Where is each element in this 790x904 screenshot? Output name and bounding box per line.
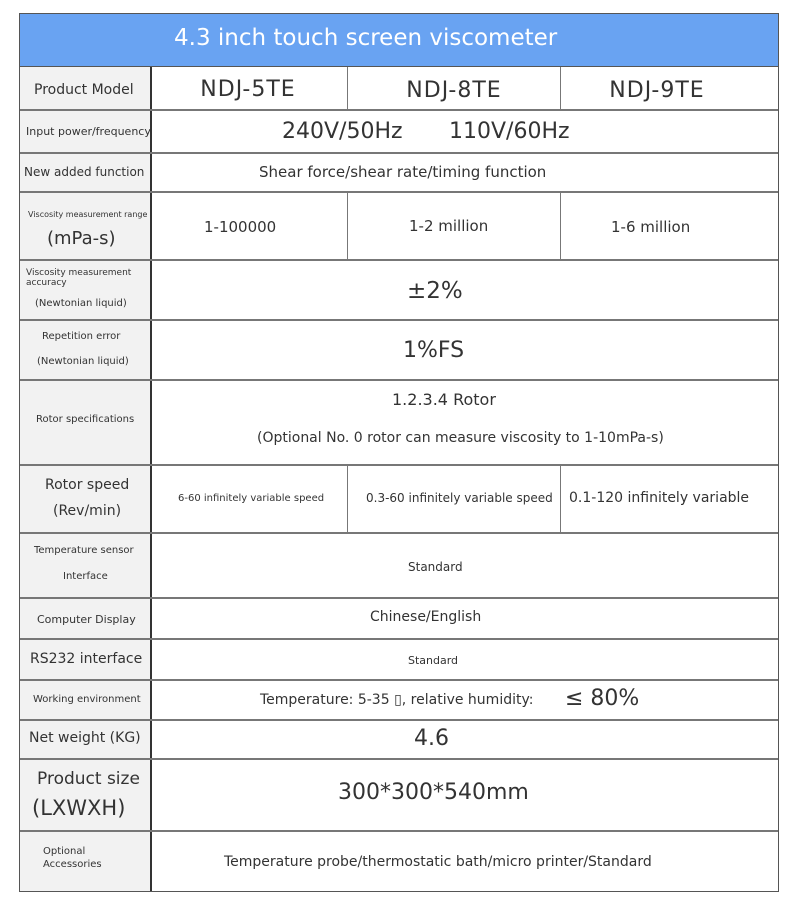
value-product-size: 300*300*540mm — [338, 780, 529, 805]
label-temp-sensor: Temperature sensor — [34, 545, 134, 556]
row-divider — [20, 532, 778, 534]
row-divider — [20, 319, 778, 321]
value-temp-sensor: Standard — [408, 560, 463, 574]
label-rev-min: (Rev/min) — [53, 503, 122, 519]
row-divider — [20, 379, 778, 381]
range-ndj-9te: 1-6 million — [611, 218, 691, 236]
row-divider — [20, 259, 778, 261]
divider — [560, 465, 561, 533]
row-divider — [20, 758, 778, 760]
table-title: 4.3 inch touch screen viscometer — [174, 25, 558, 51]
model-ndj-8te: NDJ-8TE — [406, 78, 502, 103]
label-interface: Interface — [63, 571, 108, 582]
value-display: Chinese/English — [370, 609, 482, 625]
label-rotor-speed: Rotor speed — [45, 477, 130, 493]
value-rs232: Standard — [408, 654, 459, 667]
value-env-humidity: ≤ 80% — [565, 686, 640, 711]
row-divider — [20, 830, 778, 832]
row-divider — [20, 679, 778, 681]
value-rotor: 1.2.3.4 Rotor — [392, 390, 496, 409]
label-product-size: Product size — [37, 769, 140, 789]
divider — [347, 192, 348, 260]
power-240v: 240V/50Hz — [282, 119, 403, 144]
label-accessories: Accessories — [43, 859, 102, 870]
row-divider — [20, 191, 778, 193]
divider — [560, 192, 561, 260]
speed-ndj-5te: 6-60 infinitely variable speed — [178, 493, 325, 504]
value-accessories: Temperature probe/thermostatic bath/micro printer/Standard — [224, 854, 652, 870]
value-repetition: 1%FS — [403, 338, 465, 363]
value-accuracy: ±2% — [407, 278, 463, 304]
divider — [347, 465, 348, 533]
label-new-function: New added function — [24, 165, 145, 179]
label-optional: Optional — [43, 846, 86, 857]
spec-table — [19, 13, 779, 892]
power-110v: 110V/60Hz — [449, 119, 570, 144]
label-lxwxh: (LXWXH) — [32, 796, 126, 820]
value-env-temp: Temperature: 5-35 ▯, relative humidity: — [260, 692, 534, 708]
label-working-env: Working environment — [33, 694, 141, 705]
label-net-weight: Net weight (KG) — [29, 730, 141, 746]
row-divider — [20, 597, 778, 599]
value-new-function: Shear force/shear rate/timing function — [259, 163, 547, 181]
title-bar — [20, 14, 778, 67]
label-repetition: Repetition error — [42, 331, 121, 342]
value-rotor-optional: (Optional No. 0 rotor can measure viscosity to 1-10mPa-s) — [257, 430, 664, 446]
label-newtonian: (Newtonian liquid) — [35, 298, 127, 309]
range-ndj-8te: 1-2 million — [409, 217, 489, 235]
divider — [560, 67, 561, 110]
label-newtonian-2: (Newtonian liquid) — [37, 356, 129, 367]
range-ndj-5te: 1-100000 — [204, 218, 277, 236]
row-divider — [20, 464, 778, 466]
label-viscosity-range: Viscosity measurement range — [28, 210, 148, 219]
row-divider — [20, 719, 778, 721]
label-mpa-s: (mPa-s) — [47, 228, 116, 249]
speed-ndj-9te: 0.1-120 infinitely variable — [569, 490, 750, 506]
row-divider — [20, 638, 778, 640]
label-input-power: Input power/frequency — [26, 125, 151, 138]
row-divider — [20, 109, 778, 111]
row-divider — [20, 152, 778, 154]
model-ndj-9te: NDJ-9TE — [609, 78, 705, 103]
label-product-model: Product Model — [34, 82, 134, 98]
model-ndj-5te: NDJ-5TE — [200, 77, 296, 102]
value-net-weight: 4.6 — [414, 726, 449, 751]
label-computer-display: Computer Display — [37, 613, 136, 626]
label-rotor-spec: Rotor specifications — [36, 414, 135, 425]
label-accuracy: Viscosity measurement — [26, 268, 132, 278]
divider — [347, 67, 348, 110]
speed-ndj-8te: 0.3-60 infinitely variable speed — [366, 491, 553, 505]
label-accuracy-2: accuracy — [26, 278, 67, 288]
label-rs232: RS232 interface — [30, 651, 143, 667]
